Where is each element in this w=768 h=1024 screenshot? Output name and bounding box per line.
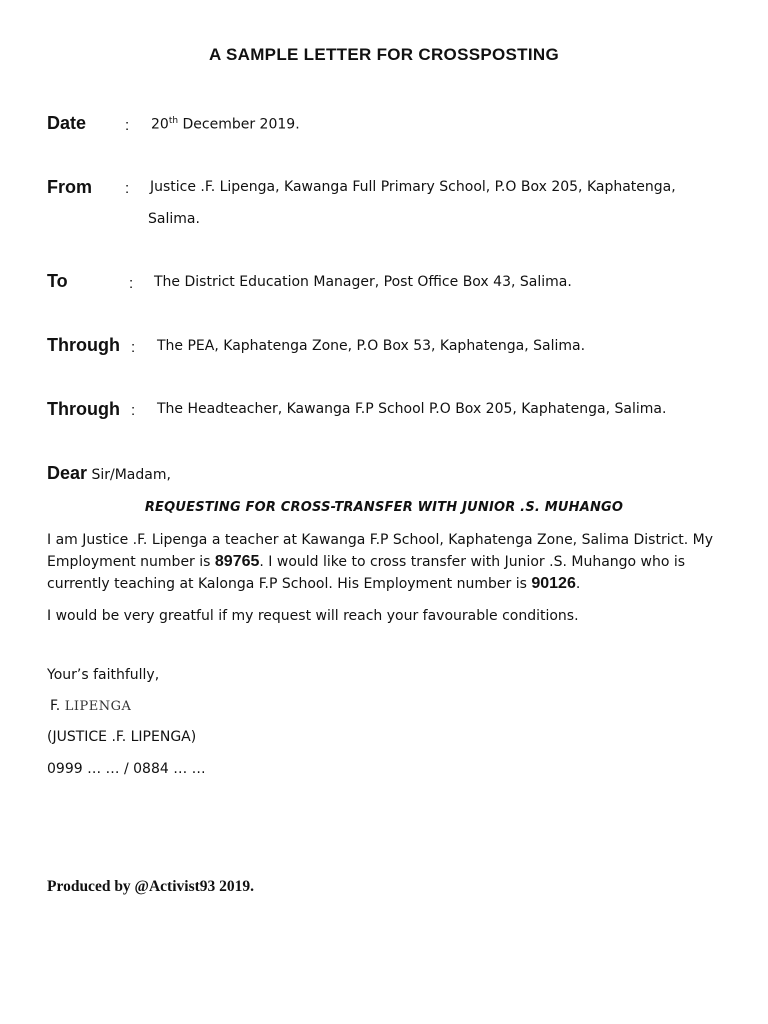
footer-credit: Produced by @Activist93 2019. — [47, 878, 255, 895]
from-line-2: Salima. — [148, 211, 200, 227]
to-value: The District Education Manager, Post Office Box 43, Salima. — [154, 274, 572, 290]
date-value: 20th December 2019. — [151, 116, 300, 133]
to-label: To — [47, 271, 68, 291]
full-name: (JUSTICE .F. LIPENGA) — [47, 729, 197, 745]
signature-name: LIPENGA — [64, 699, 132, 714]
salutation-bold: Dear — [47, 463, 88, 483]
through-label-2: Through — [47, 399, 120, 419]
from-colon: : — [125, 180, 130, 197]
page-title: A SAMPLE LETTER FOR CROSSPOSTING — [209, 45, 559, 64]
employment-number-2: 90126 — [531, 575, 576, 592]
through-label-1: Through — [47, 335, 120, 355]
employment-number-1: 89765 — [214, 553, 260, 570]
from-label: From — [47, 177, 92, 197]
body-paragraph-2: I would be very greatful if my request will reach your favourable conditions. — [47, 608, 579, 624]
valediction: Your’s faithfully, — [47, 667, 160, 683]
salutation — [47, 463, 171, 484]
through-value-1: The PEA, Kaphatenga Zone, P.O Box 53, Kaphatenga, Salima. — [157, 338, 586, 354]
to-colon: : — [129, 275, 134, 292]
from-line-1: Justice .F. Lipenga, Kawanga Full Primary School, P.O Box 205, Kaphatenga, — [150, 179, 676, 195]
through-colon-1: : — [131, 339, 136, 356]
body-paragraph-1: I am Justice .F. Lipenga a teacher at Kawanga F.P School, Kaphatenga Zone, Salima District. My Employment number is 89765. I would like to cross transfer with Junior .S. Muhango who is currently teaching at Kalonga F.P School. His Employment number is 90126. — [47, 532, 714, 592]
phone-numbers: 0999 … … / 0884 … … — [47, 761, 206, 777]
through-value-2: The Headteacher, Kawanga F.P School P.O Box 205, Kaphatenga, Salima. — [157, 401, 667, 417]
salutation-rest: Sir/Madam, — [87, 467, 171, 483]
date-colon: : — [125, 117, 130, 134]
signature-initial: F. — [50, 698, 61, 714]
date-label: Date — [47, 113, 87, 133]
through-colon-2: : — [131, 402, 136, 419]
subject-heading: REQUESTING FOR CROSS-TRANSFER WITH JUNIOR .S. MUHANGO — [144, 500, 624, 515]
signature — [50, 697, 131, 715]
